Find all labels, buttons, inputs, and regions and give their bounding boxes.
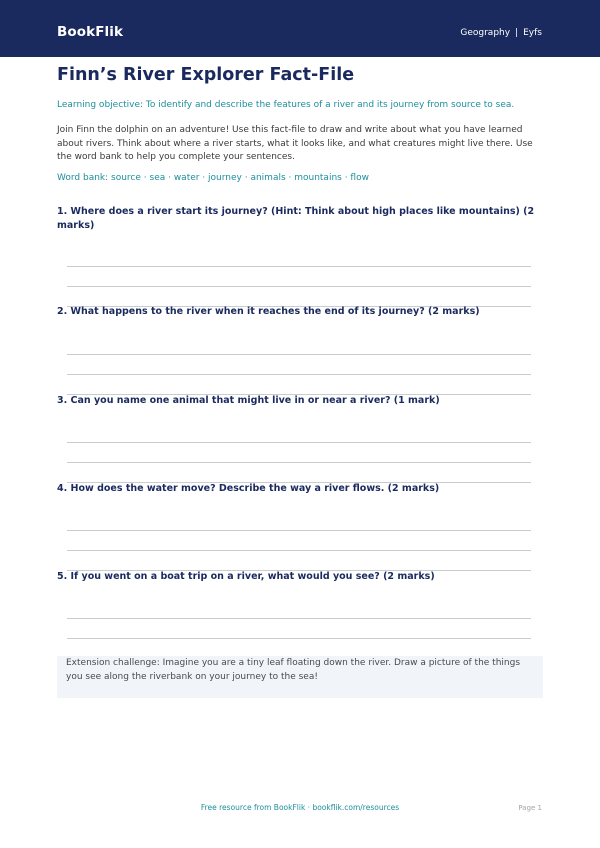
answer-line[interactable]: [67, 550, 531, 551]
question-1: 1. Where does a river start its journey? (Hint: Think about high places like mountains) (2 marks): [57, 206, 535, 231]
answer-line[interactable]: [67, 530, 531, 531]
intro-paragraph: Join Finn the dolphin on an adventure! Use this fact-file to draw and write about what you have learned about rivers. Think about where a river starts, what it looks like, and what creatures might live there. Use the word bank to help you complete your sentences.: [57, 125, 533, 162]
learning-objective: Learning objective: To identify and describe the features of a river and its journey from source to sea.: [57, 100, 515, 110]
breadcrumb-separator: |: [515, 28, 519, 38]
question-3: 3. Can you name one animal that might live in or near a river? (1 mark): [57, 395, 440, 406]
answer-line[interactable]: [67, 462, 531, 463]
answer-line[interactable]: [67, 442, 531, 443]
extension-challenge-text: Extension challenge: Imagine you are a tiny leaf floating down the river. Draw a picture of the things you see along the riverbank on your journey to the sea!: [66, 658, 521, 682]
question-4: 4. How does the water move? Describe the way a river flows. (2 marks): [57, 483, 440, 494]
page-number: Page 1: [518, 804, 542, 812]
subject-breadcrumb: [460, 28, 542, 38]
answer-line[interactable]: [67, 266, 531, 267]
page-title: Finn’s River Explorer Fact-File: [57, 65, 355, 85]
answer-line[interactable]: [67, 354, 531, 355]
question-2: 2. What happens to the river when it reaches the end of its journey? (2 marks): [57, 306, 480, 317]
answer-line[interactable]: [67, 374, 531, 375]
level-label: Eyfs: [523, 28, 542, 38]
brand-logo[interactable]: BookFlik: [57, 24, 124, 40]
word-bank: Word bank: source · sea · water · journey · animals · mountains · flow: [57, 173, 369, 183]
answer-line[interactable]: [67, 638, 531, 639]
question-5: 5. If you went on a boat trip on a river, what would you see? (2 marks): [57, 571, 435, 582]
subject-label: Geography: [460, 28, 511, 38]
answer-line[interactable]: [67, 286, 531, 287]
extension-challenge-box: [57, 656, 543, 698]
answer-line[interactable]: [67, 618, 531, 619]
footer-credit[interactable]: Free resource from BookFlik · bookflik.com/resources: [200, 803, 400, 812]
header-bar: [0, 0, 600, 57]
